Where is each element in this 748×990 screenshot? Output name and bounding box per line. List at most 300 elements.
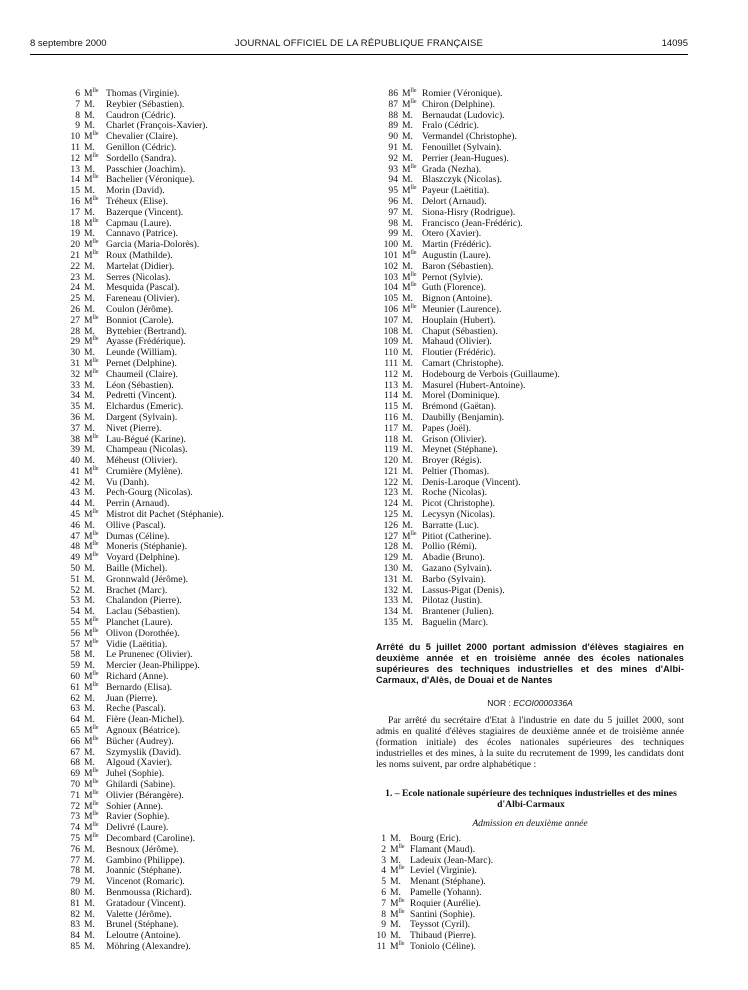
item-number: 7 xyxy=(75,98,80,110)
page-header xyxy=(30,38,688,52)
item-number: 17 xyxy=(70,206,80,218)
item-number: 134 xyxy=(383,606,398,618)
person-name: Serres (Nicolas). xyxy=(106,271,171,283)
title-abbrev: M. xyxy=(84,303,95,315)
person-name: Leunde (William). xyxy=(106,347,178,359)
item-number: 121 xyxy=(383,465,398,477)
person-name: Menant (Stéphane). xyxy=(410,876,486,888)
person-name: Pedretti (Vincent). xyxy=(106,390,177,402)
person-name: Benmoussa (Richard). xyxy=(106,886,192,898)
title-superscript: lle xyxy=(92,368,99,375)
title-abbrev: M. xyxy=(84,843,95,855)
title-abbrev: M. xyxy=(84,325,95,337)
item-number: 8 xyxy=(381,908,386,920)
item-number: 14 xyxy=(70,174,80,186)
person-name: Ladeuix (Jean-Marc). xyxy=(410,854,494,866)
header-date: 8 septembre 2000 xyxy=(30,38,107,49)
title-abbrev: M. xyxy=(84,163,95,175)
title-superscript: lle xyxy=(92,530,99,537)
item-number: 135 xyxy=(383,617,398,629)
item-number: 59 xyxy=(70,660,80,672)
person-name: Dargent (Sylvain). xyxy=(106,411,178,423)
title-abbrev: M. xyxy=(84,411,95,423)
title-abbrev: M. xyxy=(402,357,413,369)
item-number: 122 xyxy=(383,476,398,488)
title-abbrev: M xyxy=(84,131,93,143)
person-name: Möhring (Alexandre). xyxy=(106,940,191,952)
item-number: 120 xyxy=(383,455,398,467)
title-abbrev: M. xyxy=(84,390,95,402)
person-name: Besnoux (Jérôme). xyxy=(106,843,179,855)
person-name: Fière (Jean-Michel). xyxy=(106,714,185,726)
title-abbrev: M. xyxy=(84,714,95,726)
title-abbrev: M. xyxy=(402,465,413,477)
person-name: Dumas (Céline). xyxy=(106,530,170,542)
person-name: Peltier (Thomas). xyxy=(422,465,490,477)
title-superscript: lle xyxy=(410,249,417,256)
person-name: Vermandel (Christophe). xyxy=(422,131,517,143)
item-number: 109 xyxy=(383,336,398,348)
item-number: 57 xyxy=(70,638,80,650)
title-abbrev: M. xyxy=(84,455,95,467)
title-abbrev: M xyxy=(84,671,93,683)
item-number: 84 xyxy=(70,930,80,942)
item-number: 82 xyxy=(70,908,80,920)
person-name: Ghilardi (Sabine). xyxy=(106,779,176,790)
title-abbrev: M. xyxy=(402,260,413,272)
title-superscript: lle xyxy=(410,303,417,310)
person-name: Picot (Christophe). xyxy=(422,498,496,510)
title-abbrev: M. xyxy=(84,206,95,218)
item-number: 92 xyxy=(388,152,398,164)
title-abbrev: M. xyxy=(84,757,95,769)
item-number: 60 xyxy=(70,671,80,683)
item-number: 51 xyxy=(70,573,80,585)
item-number: 77 xyxy=(70,854,80,866)
title-abbrev: M xyxy=(402,303,411,315)
person-name: Vincenot (Romaric). xyxy=(106,876,185,888)
item-number: 101 xyxy=(383,249,398,261)
title-abbrev: M xyxy=(402,163,411,175)
person-name: Brunel (Stéphane). xyxy=(106,919,179,931)
item-number: 28 xyxy=(70,325,80,337)
item-number: 55 xyxy=(70,617,80,629)
item-number: 37 xyxy=(70,422,80,434)
title-abbrev: M xyxy=(402,271,411,283)
title-abbrev: M. xyxy=(402,390,413,402)
item-number: 30 xyxy=(70,347,80,359)
person-name: Decombard (Caroline). xyxy=(106,832,195,844)
arrete-paragraph: Par arrêté du secrétaire d'Etat à l'industrie en date du 5 juillet 2000, sont admis en qualité d'élèves stagiaires de deuxième année et de troisième année (formation initiale) des écoles nationales supérieures des techniques industrielles et des mines, à la suite du recrutement de 1999, les candidats dont les noms suivent, par ordre alphabétique : xyxy=(376,715,684,770)
person-name: Masurel (Hubert-Antoine). xyxy=(422,379,526,391)
item-number: 94 xyxy=(388,174,398,186)
item-number: 4 xyxy=(381,865,386,877)
person-name: Elchardus (Emeric). xyxy=(106,401,184,413)
title-abbrev: M xyxy=(390,843,399,855)
person-name: Bernardo (Elisa). xyxy=(106,681,173,693)
title-superscript: lle xyxy=(92,735,99,742)
person-name: Morel (Dominique). xyxy=(422,390,500,402)
title-superscript: lle xyxy=(92,638,99,645)
person-name: Gambino (Philippe). xyxy=(106,854,185,866)
item-number: 71 xyxy=(70,789,80,801)
item-number: 88 xyxy=(388,109,398,121)
person-name: Nivet (Pierre). xyxy=(106,422,162,434)
title-abbrev: M xyxy=(84,638,93,650)
arrete-title: Arrêté du 5 juillet 2000 portant admission d'élèves stagiaires en deuxième année et en troisième année des écoles nationales supérieures des techniques industrielles et des mines d'Albi-Carmaux, d'Alès, de Douai et de Nantes xyxy=(376,642,684,685)
item-number: 95 xyxy=(388,185,398,197)
item-number: 103 xyxy=(383,271,398,283)
title-abbrev: M. xyxy=(402,541,413,553)
item-number: 107 xyxy=(383,314,398,326)
person-name: Barratte (Luc). xyxy=(422,519,479,531)
person-name: Chiron (Delphine). xyxy=(422,98,496,110)
title-abbrev: M. xyxy=(402,422,413,434)
item-number: 102 xyxy=(383,260,398,272)
person-name: Papes (Joël). xyxy=(422,422,472,434)
person-name: Vu (Danh). xyxy=(106,476,150,488)
person-name: Martelat (Didier). xyxy=(106,260,175,272)
item-number: 105 xyxy=(383,293,398,305)
person-name: Fareneau (Olivier). xyxy=(106,293,180,305)
title-abbrev: M. xyxy=(84,573,95,585)
title-abbrev: M. xyxy=(402,293,413,305)
item-number: 16 xyxy=(70,195,80,207)
title-superscript: lle xyxy=(92,217,99,224)
person-name: Daubilly (Benjamin). xyxy=(422,411,505,423)
item-number: 31 xyxy=(70,357,80,369)
title-abbrev: M. xyxy=(402,152,413,164)
item-number: 62 xyxy=(70,692,80,704)
title-abbrev: M. xyxy=(390,876,401,888)
person-name: Meunier (Laurence). xyxy=(422,303,502,315)
item-number: 40 xyxy=(70,455,80,467)
title-abbrev: M. xyxy=(84,886,95,898)
item-number: 46 xyxy=(70,519,80,531)
title-abbrev: M. xyxy=(84,865,95,877)
person-name: Ravier (Sophie). xyxy=(106,811,170,823)
item-number: 11 xyxy=(376,940,386,952)
person-name: Leloutre (Antoine). xyxy=(106,930,181,942)
title-abbrev: M. xyxy=(402,552,413,564)
person-name: Gratadour (Vincent). xyxy=(106,897,186,909)
item-number: 85 xyxy=(70,940,80,952)
item-number: 58 xyxy=(70,649,80,661)
item-number: 11 xyxy=(70,141,80,153)
item-number: 26 xyxy=(70,303,80,315)
title-abbrev: M. xyxy=(402,411,413,423)
person-name: Houplain (Hubert). xyxy=(422,314,496,326)
person-name: Bazerque (Vincent). xyxy=(106,206,184,218)
item-number: 97 xyxy=(388,206,398,218)
title-superscript: lle xyxy=(410,98,417,105)
person-name: Passchier (Joachim). xyxy=(106,163,186,175)
person-name: Roux (Mathilde). xyxy=(106,249,173,261)
title-superscript: lle xyxy=(92,249,99,256)
item-number: 8 xyxy=(75,109,80,121)
item-number: 38 xyxy=(70,433,80,445)
title-abbrev: M. xyxy=(84,876,95,888)
title-superscript: lle xyxy=(92,778,99,785)
title-abbrev: M. xyxy=(390,919,401,931)
title-abbrev: M xyxy=(84,725,93,737)
title-abbrev: M. xyxy=(402,368,413,380)
item-number: 35 xyxy=(70,401,80,413)
item-number: 12 xyxy=(70,152,80,164)
title-superscript: lle xyxy=(398,940,405,947)
person-name: Sohier (Anne). xyxy=(106,800,164,812)
title-abbrev: M. xyxy=(390,886,401,898)
item-number: 5 xyxy=(381,876,386,888)
title-abbrev: M xyxy=(84,174,93,186)
person-name: Bücher (Audrey). xyxy=(106,735,174,747)
item-number: 34 xyxy=(70,390,80,402)
person-name: Byttebier (Bertrand). xyxy=(106,325,187,337)
title-abbrev: M. xyxy=(84,293,95,305)
person-name: Pitiot (Catherine). xyxy=(422,530,492,542)
item-number: 117 xyxy=(383,422,398,434)
person-name: Delort (Arnaud). xyxy=(422,195,487,207)
person-name: Guth (Florence). xyxy=(422,282,486,294)
item-number: 27 xyxy=(70,314,80,326)
title-abbrev: M xyxy=(402,282,411,294)
title-abbrev: M. xyxy=(84,908,95,920)
person-name: Bernaudat (Ludovic). xyxy=(422,109,505,121)
item-number: 2 xyxy=(381,843,386,855)
person-name: Valette (Jérôme). xyxy=(106,908,172,920)
person-name: Pollio (Rémi). xyxy=(422,541,477,553)
person-name: Grison (Olivier). xyxy=(422,433,487,445)
title-abbrev: M xyxy=(84,617,93,629)
item-number: 41 xyxy=(70,465,80,477)
title-abbrev: M xyxy=(84,239,93,251)
item-number: 104 xyxy=(383,282,398,294)
title-abbrev: M. xyxy=(402,509,413,521)
person-name: Baguelin (Marc). xyxy=(422,617,489,629)
person-name: Bachelier (Véronique). xyxy=(106,174,195,186)
person-name: Pernet (Delphine). xyxy=(106,357,177,369)
item-number: 1 xyxy=(381,833,386,844)
item-number: 20 xyxy=(70,239,80,251)
title-superscript: lle xyxy=(410,282,417,289)
item-number: 96 xyxy=(388,195,398,207)
title-superscript: lle xyxy=(92,87,99,94)
person-name: Perrin (Arnaud). xyxy=(106,498,170,510)
person-name: Méheust (Olivier). xyxy=(106,455,178,467)
title-abbrev: M xyxy=(84,768,93,780)
person-name: Siona-Hisry (Rodrigue). xyxy=(422,206,516,218)
person-name: Gronnwald (Jérôme). xyxy=(106,573,189,585)
person-name: Fralo (Cédric). xyxy=(422,120,480,132)
title-abbrev: M. xyxy=(84,930,95,942)
title-superscript: lle xyxy=(92,627,99,634)
item-number: 3 xyxy=(381,854,386,866)
title-superscript: lle xyxy=(92,724,99,731)
item-number: 106 xyxy=(383,303,398,315)
title-abbrev: M. xyxy=(402,563,413,575)
title-abbrev: M. xyxy=(84,649,95,661)
item-number: 75 xyxy=(70,832,80,844)
person-name: Chevalier (Claire). xyxy=(106,131,178,143)
title-abbrev: M xyxy=(84,627,93,639)
item-number: 42 xyxy=(70,476,80,488)
title-abbrev: M. xyxy=(402,120,413,132)
item-number: 61 xyxy=(70,681,80,693)
title-superscript: lle xyxy=(92,357,99,364)
title-abbrev: M xyxy=(84,152,93,164)
person-name: Francisco (Jean-Frédéric). xyxy=(422,217,523,229)
title-abbrev: M. xyxy=(402,379,413,391)
item-number: 52 xyxy=(70,584,80,596)
item-number: 32 xyxy=(70,368,80,380)
item-number: 111 xyxy=(384,357,398,369)
person-name: Szymyslik (David). xyxy=(106,746,182,758)
item-number: 48 xyxy=(70,541,80,553)
person-name: Champeau (Nicolas). xyxy=(106,444,188,456)
title-superscript: lle xyxy=(410,184,417,191)
item-number: 128 xyxy=(383,541,398,553)
item-number: 18 xyxy=(70,217,80,229)
title-abbrev: M. xyxy=(84,444,95,456)
item-number: 119 xyxy=(383,444,398,456)
item-number: 45 xyxy=(70,509,80,521)
title-abbrev: M. xyxy=(84,606,95,618)
item-number: 72 xyxy=(70,800,80,812)
title-abbrev: M xyxy=(84,811,93,823)
item-number: 43 xyxy=(70,487,80,499)
title-abbrev: M. xyxy=(402,498,413,510)
person-name: Caudron (Cédric). xyxy=(106,109,176,121)
item-number: 19 xyxy=(70,228,80,240)
title-superscript: lle xyxy=(92,314,99,321)
item-number: 6 xyxy=(75,88,80,99)
title-superscript: lle xyxy=(92,336,99,343)
person-name: Grada (Nezha). xyxy=(422,163,482,175)
person-name: Floutier (Frédéric). xyxy=(422,347,496,359)
title-superscript: lle xyxy=(92,811,99,818)
page-number: 14095 xyxy=(661,38,688,49)
title-abbrev: M xyxy=(84,433,93,445)
item-number: 9 xyxy=(381,919,386,931)
person-name: Chalandon (Pierre). xyxy=(106,595,182,607)
title-abbrev: M. xyxy=(84,746,95,758)
person-name: Juan (Pierre). xyxy=(106,692,158,704)
person-name: Cannavo (Patrice). xyxy=(106,228,178,240)
title-abbrev: M. xyxy=(402,109,413,121)
item-number: 74 xyxy=(70,822,80,834)
title-superscript: lle xyxy=(92,832,99,839)
title-abbrev: M xyxy=(84,822,93,834)
item-number: 133 xyxy=(383,595,398,607)
title-abbrev: M xyxy=(84,735,93,747)
title-superscript: lle xyxy=(92,131,99,137)
item-number: 80 xyxy=(70,886,80,898)
item-number: 123 xyxy=(383,487,398,499)
title-abbrev: M. xyxy=(402,444,413,456)
person-name: Roche (Nicolas). xyxy=(422,487,488,499)
person-name: Blaszczyk (Nicolas). xyxy=(422,174,502,186)
title-superscript: lle xyxy=(92,433,99,440)
person-name: Barbo (Sylvain). xyxy=(422,573,486,585)
title-abbrev: M. xyxy=(402,487,413,499)
person-name: Voyard (Delphine). xyxy=(106,552,180,564)
title-superscript: lle xyxy=(92,152,99,159)
title-superscript: lle xyxy=(92,195,99,202)
title-superscript: lle xyxy=(410,530,417,537)
item-number: 90 xyxy=(388,131,398,143)
item-number: 130 xyxy=(383,563,398,575)
item-number: 13 xyxy=(70,163,80,175)
person-name: Perrier (Jean-Hugues). xyxy=(422,152,509,164)
item-number: 129 xyxy=(383,552,398,564)
person-name: Lassus-Pigat (Denis). xyxy=(422,584,505,596)
person-name: Hodebourg de Verbois (Guillaume). xyxy=(422,368,560,380)
person-name: Romier (Véronique). xyxy=(422,88,503,99)
person-name: Abadie (Bruno). xyxy=(422,552,485,564)
title-abbrev: M. xyxy=(84,563,95,575)
person-name: Mistrot dit Pachet (Stéphanie). xyxy=(106,509,224,521)
item-number: 81 xyxy=(70,897,80,909)
title-abbrev: M. xyxy=(84,854,95,866)
person-name: Santini (Sophie). xyxy=(410,908,476,920)
person-name: Pilotaz (Justin). xyxy=(422,595,483,607)
person-name: Baron (Sébastien). xyxy=(422,260,494,272)
title-superscript: lle xyxy=(92,789,99,796)
person-name: Moneris (Stéphanie). xyxy=(106,541,187,553)
person-name: Reybier (Sébastien). xyxy=(106,98,185,110)
item-number: 83 xyxy=(70,919,80,931)
title-superscript: lle xyxy=(398,865,405,872)
person-name: Gazano (Sylvain). xyxy=(422,563,492,575)
person-name: Planchet (Laure). xyxy=(106,617,173,629)
title-abbrev: M xyxy=(84,357,93,369)
item-number: 6 xyxy=(381,886,386,898)
person-name: Thomas (Virginie). xyxy=(106,88,180,99)
person-name: Chaput (Sébastien). xyxy=(422,325,498,337)
title-abbrev: M. xyxy=(84,595,95,607)
item-number: 93 xyxy=(388,163,398,175)
item-number: 118 xyxy=(383,433,398,445)
item-number: 79 xyxy=(70,876,80,888)
subsection-heading: Admission en deuxième année xyxy=(472,818,588,829)
item-number: 110 xyxy=(383,347,398,359)
person-name: Meynet (Stéphane). xyxy=(422,444,498,456)
title-abbrev: M xyxy=(84,832,93,844)
title-superscript: lle xyxy=(92,174,99,181)
title-abbrev: M. xyxy=(402,141,413,153)
title-abbrev: M xyxy=(84,465,93,477)
title-abbrev: M. xyxy=(84,703,95,715)
title-abbrev: M. xyxy=(402,347,413,359)
nor-reference xyxy=(376,698,684,708)
title-abbrev: M. xyxy=(390,854,401,866)
person-name: Algoud (Xavier). xyxy=(106,757,173,769)
item-number: 24 xyxy=(70,282,80,294)
title-abbrev: M xyxy=(402,88,411,99)
person-name: Teyssot (Cyril). xyxy=(410,919,471,931)
person-name: Charlet (François-Xavier). xyxy=(106,120,208,132)
title-abbrev: M xyxy=(390,908,399,920)
title-abbrev: M. xyxy=(84,141,95,153)
item-number: 124 xyxy=(383,498,398,510)
person-name: Camart (Christophe). xyxy=(422,357,504,369)
title-abbrev: M. xyxy=(84,120,95,132)
item-number: 10 xyxy=(70,131,80,143)
title-superscript: lle xyxy=(92,670,99,677)
item-number: 99 xyxy=(388,228,398,240)
person-name: Crumière (Mylène). xyxy=(106,465,183,477)
item-number: 70 xyxy=(70,779,80,790)
